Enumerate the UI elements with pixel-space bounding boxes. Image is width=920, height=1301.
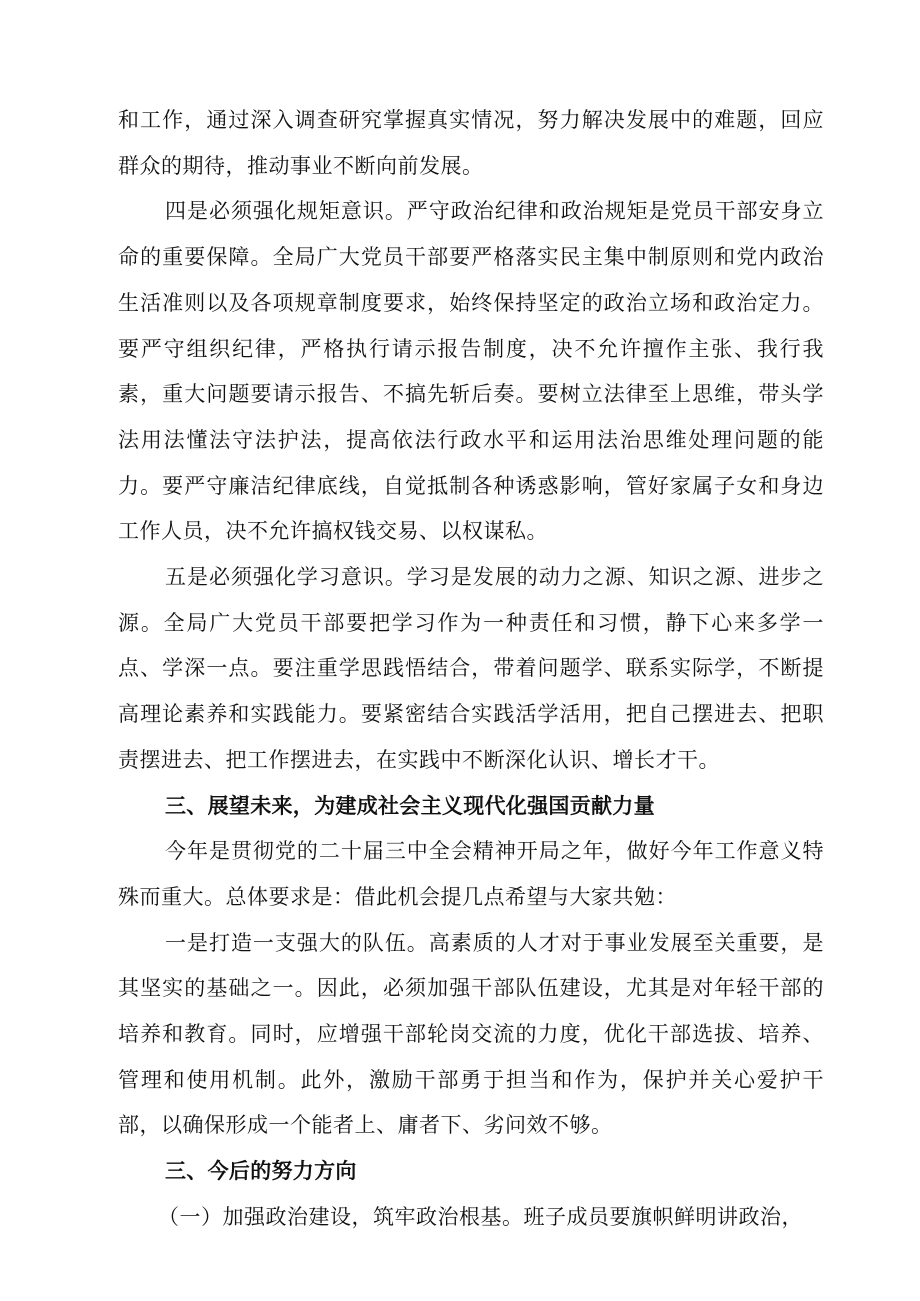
section-heading-outlook: 三、展望未来，为建成社会主义现代化强国贡献力量 (165, 793, 655, 818)
document-body (118, 98, 824, 1241)
section-heading-future-direction: 三、今后的努力方向 (165, 1159, 357, 1184)
paragraph-continuation: 和工作，通过深入调查研究掌握真实情况，努力解决发展中的难题，回应群众的期待，推动事业不断向前发展。 (118, 108, 824, 178)
paragraph-strong-team: 一是打造一支强大的队伍。高素质的人才对于事业发展至关重要，是其坚实的基础之一。因此，必须加强干部队伍建设，尤其是对年轻干部的培养和教育。同时，应增强干部轮岗交流的力度，优化干部选拔、培养、管理和使用机制。此外，激励干部勇于担当和作为，保护并关心爱护干部，以确保形成一个能者上、庸者下、劣问效不够。 (118, 930, 824, 1138)
paragraph-learning-awareness: 五是必须强化学习意识。学习是发展的动力之源、知识之源、进步之源。全局广大党员干部要把学习作为一种责任和习惯，静下心来多学一点、学深一点。要注重学思践悟结合，带着问题学、联系实际学，不断提高理论素养和实践能力。要紧密结合实践活学活用，把自己摆进去、把职责摆进去、把工作摆进去，在实践中不断深化认识、增长才干。 (118, 565, 824, 772)
paragraph-this-year: 今年是贯彻党的二十届三中全会精神开局之年，做好今年工作意义特殊而重大。总体要求是：借此机会提几点希望与大家共勉： (118, 839, 824, 909)
paragraph-political-building: （一）加强政治建设，筑牢政治根基。班子成员要旗帜鲜明讲政治， (158, 1204, 803, 1229)
paragraph-rules-awareness: 四是必须强化规矩意识。严守政治纪律和政治规矩是党员干部安身立命的重要保障。全局广大党员干部要严格落实民主集中制原则和党内政治生活准则以及各项规章制度要求，始终保持坚定的政治立场和政治定力。要严守组织纪律，严格执行请示报告制度，决不允许擅作主张、我行我素，重大问题要请示报告、不搞先斩后奏。要树立法律至上思维，带头学法用法懂法守法护法，提高依法行政水平和运用法治思维处理问题的能力。要严守廉洁纪律底线，自觉抵制各种诱惑影响，管好家属子女和身边工作人员，决不允许搞权钱交易、以权谋私。 (118, 199, 824, 544)
